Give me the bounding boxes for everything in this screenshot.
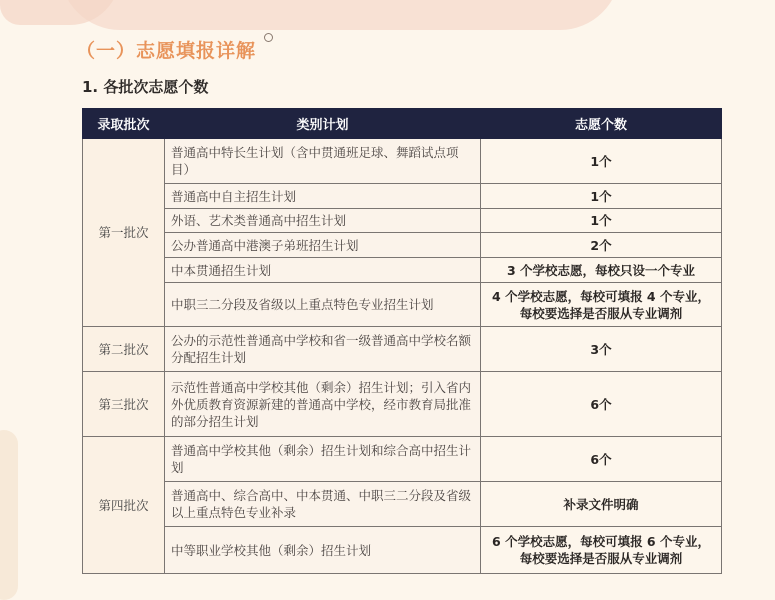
batch-cell: 第二批次 (83, 327, 165, 372)
plan-cell: 中本贯通招生计划 (165, 258, 481, 283)
table-row (83, 327, 722, 372)
header-decoration (60, 0, 620, 30)
plan-cell: 示范性普通高中学校其他（剩余）招生计划；引入省内外优质教育资源新建的普通高中学校，经市教育局批准的部分招生计划 (165, 372, 481, 437)
plan-cell: 普通高中、综合高中、中本贯通、中职三二分段及省级以上重点特色专业补录 (165, 482, 481, 527)
volunteer-count-table (82, 108, 722, 574)
table-row (83, 482, 722, 527)
header-batch: 录取批次 (83, 109, 165, 139)
table-row (83, 283, 722, 327)
count-cell: 6个 (481, 372, 722, 437)
table-row (83, 139, 722, 184)
plan-cell: 中等职业学校其他（剩余）招生计划 (165, 527, 481, 574)
count-cell: 2个 (481, 233, 722, 258)
table-row (83, 233, 722, 258)
batch-cell: 第三批次 (83, 372, 165, 437)
table-row (83, 372, 722, 437)
count-cell: 3 个学校志愿，每校只设一个专业 (481, 258, 722, 283)
count-cell: 1个 (481, 209, 722, 233)
plan-cell: 公办普通高中港澳子弟班招生计划 (165, 233, 481, 258)
plan-cell: 普通高中学校其他（剩余）招生计划和综合高中招生计划 (165, 437, 481, 482)
count-cell: 6个 (481, 437, 722, 482)
count-cell: 1个 (481, 184, 722, 209)
count-cell: 3个 (481, 327, 722, 372)
section-title: （一）志愿填报详解 (76, 40, 257, 62)
circle-icon (264, 33, 273, 42)
plan-cell: 公办的示范性普通高中学校和省一级普通高中学校名额分配招生计划 (165, 327, 481, 372)
batch-cell: 第一批次 (83, 139, 165, 327)
batch-cell: 第四批次 (83, 437, 165, 574)
count-cell: 6 个学校志愿，每校可填报 6 个专业，每校要选择是否服从专业调剂 (481, 527, 722, 574)
count-cell: 4 个学校志愿，每校可填报 4 个专业，每校要选择是否服从专业调剂 (481, 283, 722, 327)
table-row (83, 209, 722, 233)
table-header-row (83, 109, 722, 139)
plan-cell: 普通高中特长生计划（含中贯通班足球、舞蹈试点项目） (165, 139, 481, 184)
side-decoration (0, 430, 18, 600)
count-cell: 补录文件明确 (481, 482, 722, 527)
count-cell: 1个 (481, 139, 722, 184)
plan-cell: 中职三二分段及省级以上重点特色专业招生计划 (165, 283, 481, 327)
table-row (83, 184, 722, 209)
header-count: 志愿个数 (481, 109, 722, 139)
sub-title: 1. 各批次志愿个数 (82, 78, 209, 96)
plan-cell: 外语、艺术类普通高中招生计划 (165, 209, 481, 233)
table-row (83, 258, 722, 283)
plan-cell: 普通高中自主招生计划 (165, 184, 481, 209)
table-row (83, 527, 722, 574)
header-plan: 类别计划 (165, 109, 481, 139)
table-row (83, 437, 722, 482)
